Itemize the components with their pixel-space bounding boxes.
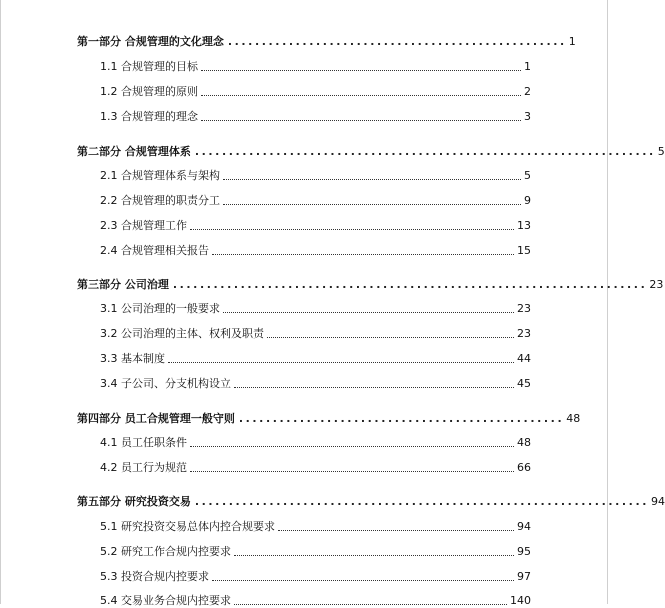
toc-dot-leader xyxy=(234,603,507,605)
toc-entry-label: 4.1 员工任职条件 xyxy=(100,436,187,449)
toc-entry-part-3[interactable] xyxy=(77,274,664,292)
toc-entry-part-5[interactable] xyxy=(77,491,665,509)
toc-entry-4-2[interactable] xyxy=(100,457,531,475)
toc-entry-page-number: 48 xyxy=(517,436,531,449)
toc-dot-leader xyxy=(190,445,514,447)
toc-dot-leader xyxy=(201,94,521,96)
toc-entry-label: 1.1 合规管理的目标 xyxy=(100,60,198,73)
toc-entry-label: 2.2 合规管理的职责分工 xyxy=(100,194,220,207)
toc-entry-label: 3.3 基本制度 xyxy=(100,352,165,365)
toc-dot-leader: .................................................................... xyxy=(194,145,656,158)
toc-entry-page-number: 23 xyxy=(517,302,531,315)
toc-entry-page-number: 3 xyxy=(524,110,531,123)
toc-entry-label: 3.2 公司治理的主体、权利及职责 xyxy=(100,327,264,340)
toc-entry-page-number: 23 xyxy=(649,278,664,291)
toc-entry-page-number: 94 xyxy=(517,520,531,533)
toc-dot-leader xyxy=(223,178,521,180)
toc-dot-leader xyxy=(168,361,514,363)
toc-entry-page-number: 13 xyxy=(517,219,531,232)
toc-entry-3-4[interactable] xyxy=(100,373,531,391)
toc-entry-3-3[interactable] xyxy=(100,348,531,366)
toc-entry-3-2[interactable] xyxy=(100,323,531,341)
toc-entry-label: 5.1 研究投资交易总体内控合规要求 xyxy=(100,520,275,533)
toc-dot-leader xyxy=(234,554,514,556)
toc-entry-2-2[interactable] xyxy=(100,190,531,208)
toc-entry-1-2[interactable] xyxy=(100,81,531,99)
toc-dot-leader: .................................................. xyxy=(227,35,567,48)
toc-entry-1-1[interactable] xyxy=(100,56,531,74)
toc-entry-label: 第一部分 合规管理的文化理念 xyxy=(77,35,224,48)
toc-entry-label: 2.4 合规管理相关报告 xyxy=(100,244,209,257)
toc-entry-5-4[interactable] xyxy=(100,590,531,608)
toc-entry-label: 5.4 交易业务合规内控要求 xyxy=(100,594,231,607)
toc-entry-page-number: 5 xyxy=(657,145,665,158)
toc-entry-5-2[interactable] xyxy=(100,541,531,559)
toc-dot-leader xyxy=(223,203,521,205)
toc-entry-label: 1.3 合规管理的理念 xyxy=(100,110,198,123)
toc-entry-page-number: 1 xyxy=(524,60,531,73)
toc-dot-leader xyxy=(212,253,514,255)
toc-entry-page-number: 45 xyxy=(517,377,531,390)
toc-entry-label: 2.1 合规管理体系与架构 xyxy=(100,169,220,182)
toc-entry-label: 5.3 投资合规内控要求 xyxy=(100,570,209,583)
toc-entry-page-number: 1 xyxy=(568,35,576,48)
toc-entry-5-1[interactable] xyxy=(100,516,531,534)
toc-dot-leader xyxy=(234,386,514,388)
toc-entry-label: 2.3 合规管理工作 xyxy=(100,219,187,232)
toc-entry-part-1[interactable] xyxy=(77,31,576,49)
toc-entry-label: 3.1 公司治理的一般要求 xyxy=(100,302,220,315)
toc-entry-page-number: 94 xyxy=(651,495,665,508)
toc-entry-page-number: 48 xyxy=(566,412,581,425)
toc-entry-page-number: 23 xyxy=(517,327,531,340)
toc-entry-2-3[interactable] xyxy=(100,215,531,233)
toc-dot-leader: ................................................................... xyxy=(194,495,650,508)
toc-entry-1-3[interactable] xyxy=(100,106,531,124)
toc-entry-2-1[interactable] xyxy=(100,165,531,183)
toc-dot-leader xyxy=(190,228,514,230)
toc-dot-leader xyxy=(201,119,521,121)
toc-entry-part-4[interactable] xyxy=(77,408,581,426)
toc-entry-label: 第三部分 公司治理 xyxy=(77,278,169,291)
toc-dot-leader xyxy=(212,579,514,581)
toc-entry-label: 第五部分 研究投资交易 xyxy=(77,495,191,508)
toc-dot-leader: ...................................................................... xyxy=(172,278,648,291)
toc-entry-label: 第二部分 合规管理体系 xyxy=(77,145,191,158)
toc-dot-leader xyxy=(190,470,514,472)
toc-entry-page-number: 140 xyxy=(510,594,531,607)
toc-entry-label: 3.4 子公司、分支机构设立 xyxy=(100,377,231,390)
toc-entry-page-number: 95 xyxy=(517,545,531,558)
toc-dot-leader xyxy=(267,336,514,338)
toc-entry-4-1[interactable] xyxy=(100,432,531,450)
toc-dot-leader xyxy=(223,311,514,313)
toc-entry-part-2[interactable] xyxy=(77,141,665,159)
toc-entry-page-number: 2 xyxy=(524,85,531,98)
toc-entry-page-number: 5 xyxy=(524,169,531,182)
toc-dot-leader: ................................................ xyxy=(238,412,565,425)
toc-entry-page-number: 15 xyxy=(517,244,531,257)
toc-entry-page-number: 9 xyxy=(524,194,531,207)
toc-entry-label: 4.2 员工行为规范 xyxy=(100,461,187,474)
toc-entry-page-number: 66 xyxy=(517,461,531,474)
toc-entry-page-number: 44 xyxy=(517,352,531,365)
toc-entry-label: 第四部分 员工合规管理一般守则 xyxy=(77,412,235,425)
toc-entry-3-1[interactable] xyxy=(100,298,531,316)
toc-dot-leader xyxy=(278,529,514,531)
toc-entry-label: 5.2 研究工作合规内控要求 xyxy=(100,545,231,558)
toc-entry-label: 1.2 合规管理的原则 xyxy=(100,85,198,98)
toc-entry-2-4[interactable] xyxy=(100,240,531,258)
toc-dot-leader xyxy=(201,69,521,71)
toc-entry-5-3[interactable] xyxy=(100,566,531,584)
toc-entry-page-number: 97 xyxy=(517,570,531,583)
